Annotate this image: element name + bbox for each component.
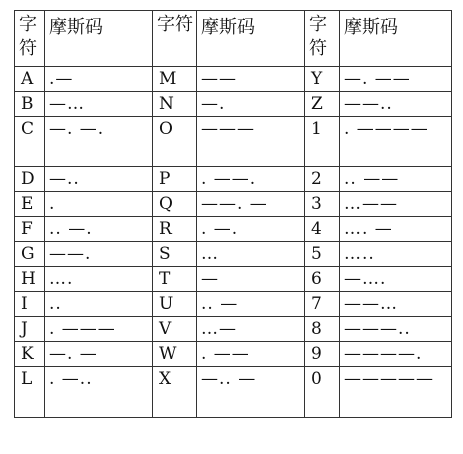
table-header-row: [15, 11, 452, 67]
morse-code-cell: —. —.: [45, 117, 153, 167]
char-cell: M: [153, 67, 197, 92]
morse-code-cell: —.: [197, 92, 305, 117]
char-cell: I: [15, 292, 45, 317]
morse-code-cell: . ————: [340, 117, 452, 167]
morse-code-cell: —. —: [45, 342, 153, 367]
char-cell: D: [15, 167, 45, 192]
table-row: [15, 92, 452, 117]
table-row: [15, 167, 452, 192]
morse-code-cell: …: [197, 242, 305, 267]
morse-code-cell: …—: [197, 317, 305, 342]
morse-code-cell: ——. —: [197, 192, 305, 217]
morse-code-cell: .: [45, 192, 153, 217]
char-cell: 9: [305, 342, 340, 367]
morse-code-cell: —.. —: [197, 367, 305, 418]
char-cell: 6: [305, 267, 340, 292]
table-row: [15, 367, 452, 418]
char-cell: 3: [305, 192, 340, 217]
morse-code-cell: ——.: [45, 242, 153, 267]
morse-code-cell: . ——: [197, 342, 305, 367]
char-cell: L: [15, 367, 45, 418]
char-cell: U: [153, 292, 197, 317]
morse-code-cell: ——…: [340, 292, 452, 317]
char-cell: O: [153, 117, 197, 167]
morse-code-cell: .. ——: [340, 167, 452, 192]
char-cell: 0: [305, 367, 340, 418]
table-row: [15, 217, 452, 242]
char-cell: 8: [305, 317, 340, 342]
morse-code-cell: ————.: [340, 342, 452, 367]
char-cell: J: [15, 317, 45, 342]
char-cell: Q: [153, 192, 197, 217]
morse-code-cell: ———..: [340, 317, 452, 342]
morse-code-cell: —…: [45, 92, 153, 117]
char-cell: 2: [305, 167, 340, 192]
char-cell: W: [153, 342, 197, 367]
morse-code-cell: .—: [45, 67, 153, 92]
morse-code-cell: —….: [340, 267, 452, 292]
morse-code-cell: …..: [340, 242, 452, 267]
char-cell: P: [153, 167, 197, 192]
char-cell: G: [15, 242, 45, 267]
morse-code-cell: —. ——: [340, 67, 452, 92]
char-cell: N: [153, 92, 197, 117]
char-cell: 4: [305, 217, 340, 242]
morse-code-cell: . ——.: [197, 167, 305, 192]
table-row: [15, 117, 452, 167]
table-row: [15, 317, 452, 342]
char-cell: A: [15, 67, 45, 92]
morse-code-cell: ——: [197, 67, 305, 92]
char-cell: H: [15, 267, 45, 292]
header-code-2: 摩斯码: [197, 11, 305, 67]
header-char-2: 字符: [153, 11, 197, 67]
char-cell: X: [153, 367, 197, 418]
morse-code-cell: . —..: [45, 367, 153, 418]
morse-code-cell: …. —: [340, 217, 452, 242]
table-row: [15, 192, 452, 217]
table-row: [15, 342, 452, 367]
header-code-1: 摩斯码: [45, 11, 153, 67]
morse-code-cell: —————: [340, 367, 452, 418]
char-cell: 5: [305, 242, 340, 267]
char-cell: F: [15, 217, 45, 242]
table-row: [15, 267, 452, 292]
char-cell: 1: [305, 117, 340, 167]
table-row: [15, 292, 452, 317]
header-code-3: 摩斯码: [340, 11, 452, 67]
morse-code-cell: .. —.: [45, 217, 153, 242]
header-char-1: 字符: [15, 11, 45, 67]
morse-code-cell: —: [197, 267, 305, 292]
morse-code-cell: ———: [197, 117, 305, 167]
char-cell: C: [15, 117, 45, 167]
morse-code-cell: —..: [45, 167, 153, 192]
char-cell: S: [153, 242, 197, 267]
morse-code-cell: …——: [340, 192, 452, 217]
header-char-3: 字符: [305, 11, 340, 67]
morse-code-cell: .. —: [197, 292, 305, 317]
morse-code-cell: ——..: [340, 92, 452, 117]
morse-code-cell: . —.: [197, 217, 305, 242]
char-cell: T: [153, 267, 197, 292]
char-cell: B: [15, 92, 45, 117]
char-cell: E: [15, 192, 45, 217]
table-row: [15, 242, 452, 267]
morse-code-cell: ….: [45, 267, 153, 292]
char-cell: K: [15, 342, 45, 367]
morse-code-table: [14, 10, 452, 418]
char-cell: Z: [305, 92, 340, 117]
char-cell: Y: [305, 67, 340, 92]
char-cell: 7: [305, 292, 340, 317]
morse-code-cell: ..: [45, 292, 153, 317]
morse-code-cell: . ———: [45, 317, 153, 342]
char-cell: R: [153, 217, 197, 242]
table-row: [15, 67, 452, 92]
char-cell: V: [153, 317, 197, 342]
